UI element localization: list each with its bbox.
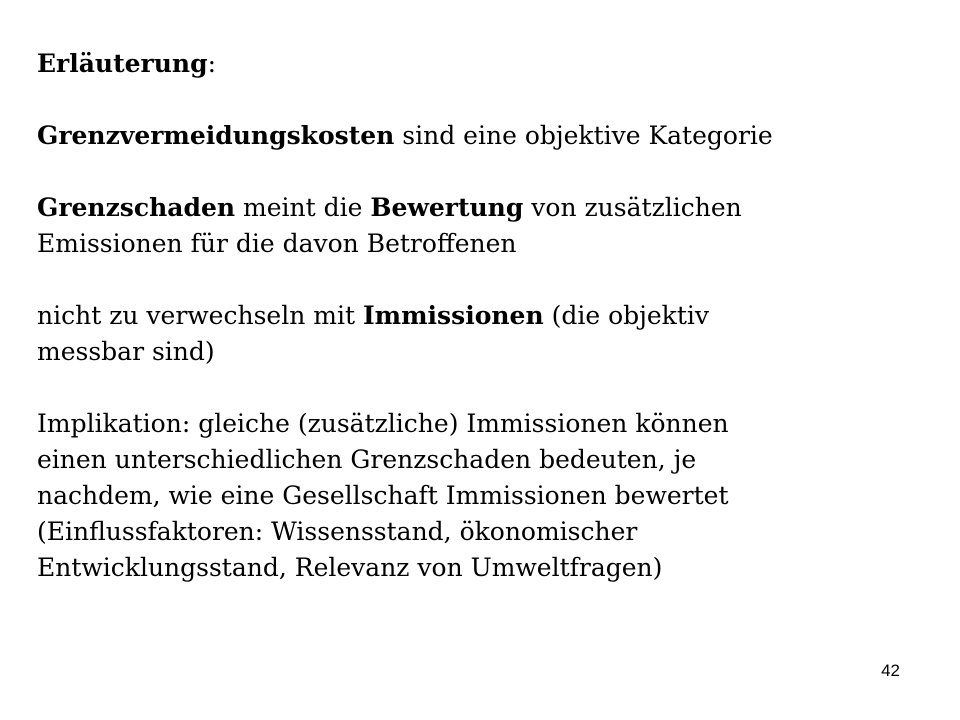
heading-colon: : xyxy=(207,49,216,78)
spacer xyxy=(37,370,917,406)
paragraph-text: nicht zu verwechseln mit xyxy=(37,301,363,330)
paragraph-line: Implikation: gleiche (zusätzliche) Immissionen können xyxy=(37,409,729,438)
paragraph-line xyxy=(37,190,917,226)
paragraph-text: von zusätzlichen xyxy=(523,193,742,222)
spacer xyxy=(37,154,917,190)
paragraph-line: messbar sind) xyxy=(37,337,215,366)
paragraph-grenzvermeidungskosten xyxy=(37,118,917,154)
paragraph-text: meint die xyxy=(235,193,371,222)
paragraph-immissionen xyxy=(37,298,917,370)
paragraph-line: einen unterschiedlichen Grenzschaden bedeuten, je xyxy=(37,445,697,474)
term-bewertung: Bewertung xyxy=(370,193,524,222)
paragraph-text: sind eine objektive Kategorie xyxy=(394,121,773,150)
page-number: 42 xyxy=(881,661,900,680)
paragraph-implikation xyxy=(37,406,917,586)
term-immissionen: Immissionen xyxy=(362,301,544,330)
heading xyxy=(37,46,917,82)
slide-body xyxy=(37,46,917,586)
heading-title: Erläuterung xyxy=(37,49,208,78)
term-grenzschaden: Grenzschaden xyxy=(37,193,236,222)
paragraph-line: Emissionen für die davon Betroffenen xyxy=(37,229,517,258)
paragraph-line: nachdem, wie eine Gesellschaft Immissionen bewertet xyxy=(37,481,729,510)
spacer xyxy=(37,82,917,118)
paragraph-line xyxy=(37,298,917,334)
spacer xyxy=(37,262,917,298)
paragraph-grenzschaden xyxy=(37,190,917,262)
paragraph-text: (die objektiv xyxy=(543,301,709,330)
term-grenzvermeidungskosten: Grenzvermeidungskosten xyxy=(37,121,395,150)
paragraph-line: Entwicklungsstand, Relevanz von Umweltfragen) xyxy=(37,553,663,582)
paragraph-line: (Einflussfaktoren: Wissensstand, ökonomischer xyxy=(37,517,638,546)
